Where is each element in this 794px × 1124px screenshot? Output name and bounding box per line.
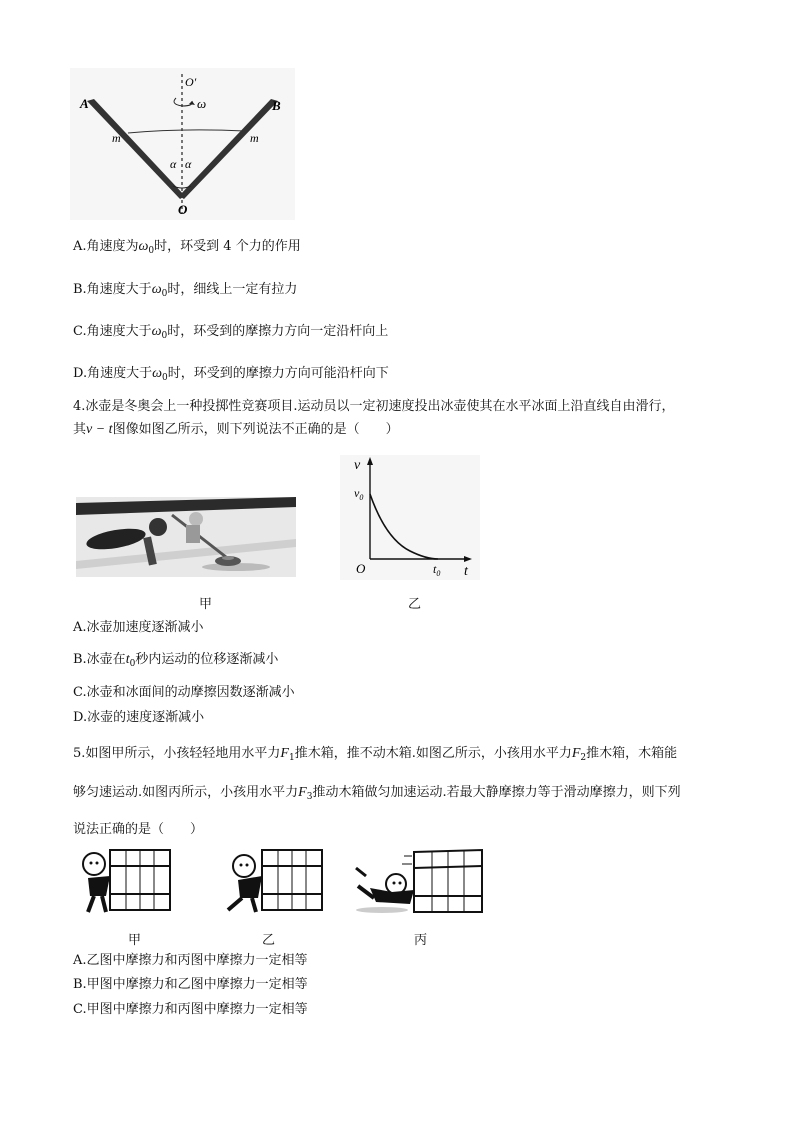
- caption-jia-q4: 甲: [199, 597, 213, 612]
- label-O-prime: O′: [185, 75, 197, 89]
- q4-option-c: C.冰壶和冰面间的动摩擦因数逐渐减小: [73, 685, 295, 700]
- q4-option-a: A.冰壶加速度逐渐减小: [73, 620, 204, 635]
- curling-photo: [76, 497, 296, 577]
- label-omega: ω: [197, 96, 207, 111]
- q5-option-a: A.乙图中摩擦力和丙图中摩擦力一定相等: [73, 953, 308, 968]
- caption-bing-q5: 丙: [414, 933, 428, 948]
- v-t-graph: [340, 455, 480, 580]
- q5-option-b: B.甲图中摩擦力和乙图中摩擦力一定相等: [73, 977, 308, 992]
- q5-stem-line2: 够匀速运动.如图丙所示，小孩用水平力$F_3$推动木箱做匀加速运动.若最大静摩擦力等于滑动摩擦力，则下列: [73, 785, 681, 802]
- child-head: [83, 853, 105, 875]
- q4-option-d: D.冰壶的速度逐渐减小: [73, 710, 205, 725]
- q5-stem-line3: 说法正确的是（ ）: [73, 822, 204, 837]
- q4-stem-line1: 4.冰壶是冬奥会上一种投掷性竞赛项目.运动员以一定初速度投出冰壶使其在水平冰面上沿直线自由滑行，: [73, 399, 675, 414]
- axis-label-v: v: [354, 458, 361, 473]
- axis-label-t: t: [464, 564, 468, 579]
- label-B: B: [272, 98, 281, 113]
- caption-jia-q5: 甲: [128, 933, 142, 948]
- child-crate-figure-yi: [218, 846, 328, 916]
- v-rod-figure: [70, 68, 295, 220]
- q3-option-d: D.角速度大于$\omega_0$时，环受到的摩擦力方向可能沿杆向下: [73, 366, 389, 383]
- label-O: O: [178, 202, 188, 217]
- label-m-left: m: [112, 131, 121, 145]
- q5-option-c: C.甲图中摩擦力和丙图中摩擦力一定相等: [73, 1002, 308, 1017]
- label-alpha-right: α: [185, 157, 192, 171]
- label-A: A: [80, 96, 89, 111]
- q3-option-b: B.角速度大于$\omega_0$时，细线上一定有拉力: [73, 282, 298, 299]
- caption-yi-q4: 乙: [408, 597, 422, 612]
- t0-label: $t_0$: [433, 562, 441, 578]
- label-alpha-left: α: [170, 157, 177, 171]
- child-head: [233, 855, 255, 877]
- child-crate-figure-bing: [352, 846, 488, 916]
- q3-option-a: A.角速度为$\omega_0$时，环受到 4 个力的作用: [73, 239, 301, 256]
- q4-stem-line2: 其v − t图像如图乙所示，则下列说法不正确的是（ ）: [73, 422, 399, 437]
- v0-label: $v_0$: [354, 486, 364, 502]
- q4-option-b: B.冰壶在$t_0$秒内运动的位移逐渐减小: [73, 652, 279, 669]
- child-crate-figure-jia: [76, 846, 176, 916]
- caption-yi-q5: 乙: [262, 933, 276, 948]
- q5-stem-line1: 5.如图甲所示，小孩轻轻地用水平力$F_1$推木箱，推不动木箱.如图乙所示，小孩用水平力$F_2$推木箱，木箱能: [73, 746, 678, 763]
- label-m-right: m: [250, 131, 259, 145]
- q3-option-c: C.角速度大于$\omega_0$时，环受到的摩擦力方向一定沿杆向上: [73, 324, 389, 341]
- origin-label: O: [356, 561, 366, 576]
